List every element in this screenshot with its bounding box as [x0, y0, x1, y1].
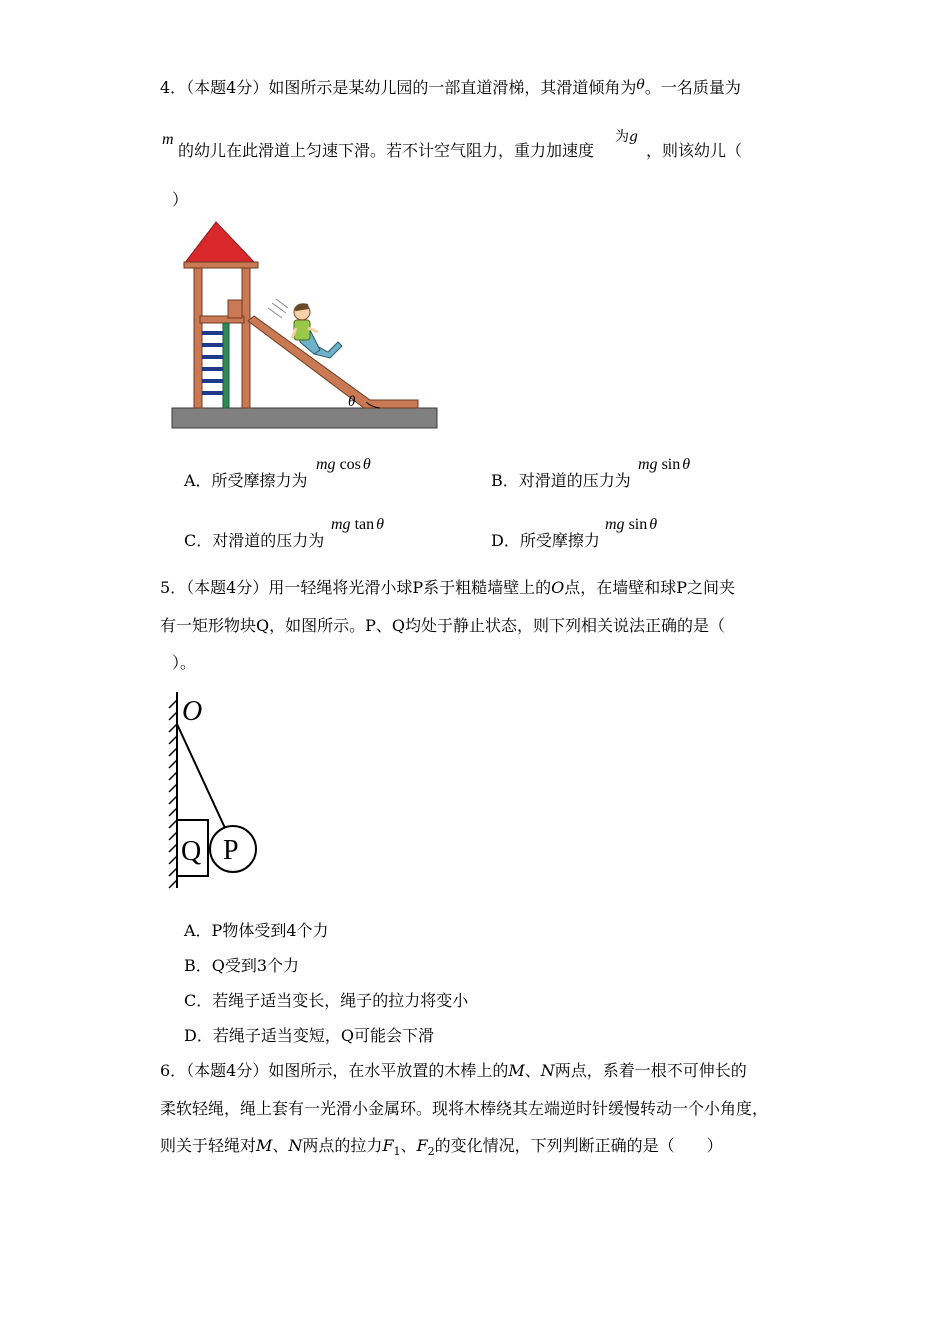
separator: 、: [272, 1136, 289, 1155]
q4-option-a[interactable]: [184, 471, 308, 491]
q5-text-a: 5．（本题4分）用一轻绳将光滑小球P系于粗糙墙壁上的: [160, 578, 552, 597]
theta-symbol: θ: [636, 77, 645, 93]
formula-coef: mg: [331, 516, 351, 533]
formula-fn: tan: [350, 516, 375, 533]
option-b-formula: [638, 456, 690, 474]
ground-slab: [172, 408, 437, 428]
q6-text-d: 两点的拉力: [302, 1136, 383, 1155]
formula-coef: mg: [638, 456, 658, 473]
option-a-formula: [316, 456, 371, 474]
point-o-label: O: [182, 696, 203, 727]
option-d-formula: [605, 516, 657, 534]
q4-stem-text-2: 的幼儿在此滑道上匀速下滑。若不计空气阻力，重力加速度: [178, 141, 595, 160]
formula-fn: sin: [624, 516, 648, 533]
separator: 、: [400, 1136, 417, 1155]
motion-lines: [268, 299, 288, 318]
option-c-formula: [331, 516, 384, 534]
left-post: [194, 268, 202, 408]
q4-option-b[interactable]: [491, 471, 631, 491]
q6-stem-line2: 柔软轻绳，绳上套有一光滑小金属环。现将木棒绕其左端逆时针缓慢转动一个小角度，: [160, 1099, 769, 1118]
gravity-label: [615, 127, 638, 147]
q5-stem-line2: 有一矩形物块Q，如图所示。P、Q均处于静止状态，则下列相关说法正确的是（: [160, 616, 726, 635]
formula-coef: mg: [316, 456, 336, 473]
mass-symbol: m: [162, 131, 174, 148]
formula-var: θ: [362, 456, 371, 473]
point-m-symbol: M: [256, 1136, 273, 1155]
formula-var: θ: [649, 516, 658, 533]
point-o-symbol: O: [551, 578, 565, 597]
roof: [184, 222, 256, 264]
rope: [177, 724, 225, 828]
separator: 、: [524, 1061, 541, 1080]
ladder-rungs: [202, 331, 223, 395]
q6-text-c: 则关于轻绳对: [160, 1136, 257, 1155]
q5-stem-line3: ）。: [172, 653, 197, 672]
option-c-label: C．对滑道的压力为: [184, 531, 325, 550]
q5-text-b: 点，在墙壁和球P之间夹: [564, 578, 736, 597]
wall-ball-figure: [160, 688, 270, 893]
force-f2-subscript: 2: [427, 1145, 435, 1159]
q4-stem-text-end: 。一名质量为: [644, 78, 741, 97]
formula-var: θ: [682, 456, 691, 473]
force-f2-symbol: F: [416, 1136, 428, 1155]
point-n-symbol: N: [540, 1061, 555, 1080]
slide-chute: [248, 316, 418, 408]
ball-p-label: P: [223, 835, 239, 866]
ladder-rail: [223, 323, 229, 408]
q5-option-b[interactable]: B．Q受到3个力: [184, 956, 300, 975]
q4-option-d[interactable]: [491, 531, 600, 551]
roof-beam: [184, 262, 258, 268]
option-d-label: D．所受摩擦力: [491, 531, 600, 550]
q4-stem-line2-end: ，则该幼儿（: [646, 141, 743, 160]
point-n-symbol: N: [288, 1136, 303, 1155]
q5-option-d[interactable]: D．若绳子适当变短，Q可能会下滑: [184, 1026, 434, 1045]
option-a-label: A．所受摩擦力为: [184, 471, 308, 490]
q5-stem-line1: [160, 578, 735, 598]
formula-coef: mg: [605, 516, 625, 533]
formula-fn: sin: [657, 456, 681, 473]
q6-stem-line1: [160, 1061, 747, 1081]
q4-option-c[interactable]: [184, 531, 324, 551]
q6-text-b: 两点，系着一根不可伸长的: [554, 1061, 747, 1080]
slide-figure: [168, 218, 443, 433]
q5-option-c[interactable]: C．若绳子适当变长，绳子的拉力将变小: [184, 991, 469, 1010]
q4-stem-line1: [160, 78, 741, 99]
formula-var: θ: [376, 516, 384, 533]
q4-stem-line2: [178, 141, 594, 161]
option-b-label: B．对滑道的压力为: [491, 471, 631, 490]
gravity-prefix: 为: [615, 129, 629, 145]
gravity-symbol: g: [629, 129, 638, 145]
q4-stem-text: 4．（本题4分）如图所示是某幼儿园的一部直道滑梯，其滑道倾角为: [160, 78, 637, 97]
q6-stem-line3: [160, 1136, 723, 1162]
q6-text-e: 的变化情况，下列判断正确的是（ ）: [434, 1136, 723, 1155]
wall-hatching: [169, 700, 177, 888]
q5-option-a[interactable]: A．P物体受到4个力: [184, 921, 329, 940]
force-f1-subscript: 1: [393, 1145, 401, 1159]
slide-top-box: [228, 300, 242, 318]
q4-paren-close: ）: [172, 190, 189, 209]
theta-label: θ: [348, 394, 356, 410]
q6-text-a: 6．（本题4分）如图所示，在水平放置的木棒上的: [160, 1061, 509, 1080]
force-f1-symbol: F: [382, 1136, 394, 1155]
formula-fn: cos: [335, 456, 361, 473]
point-m-symbol: M: [508, 1061, 525, 1080]
block-q-label: Q: [181, 836, 202, 867]
right-post: [242, 268, 250, 408]
